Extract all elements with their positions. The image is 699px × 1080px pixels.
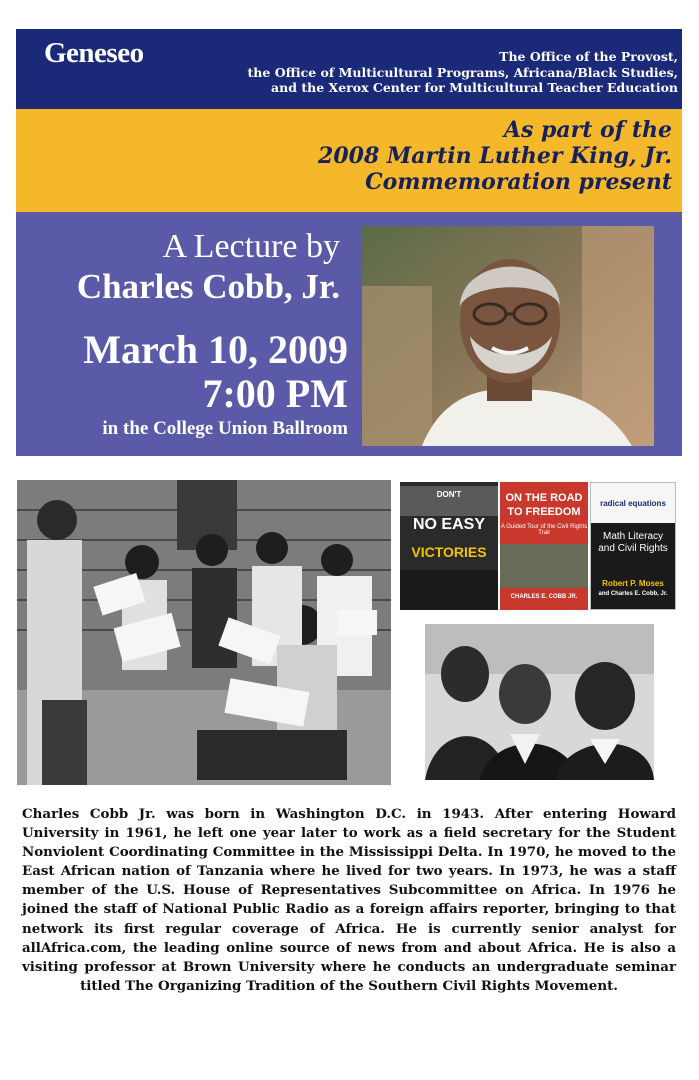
portrait-image	[362, 226, 654, 446]
students-reading-photo	[17, 480, 391, 785]
event-date: March 10, 2009	[83, 327, 348, 372]
book-subtitle: A Guided Tour of the Civil Rights Trail	[500, 524, 588, 536]
sponsor-list	[158, 49, 678, 96]
event-time: 7:00 PM	[202, 371, 348, 416]
book-cover-radical-equations	[590, 482, 676, 610]
book-title-bottom: VICTORIES	[411, 544, 487, 560]
event-venue: in the College Union Ballroom	[102, 418, 348, 439]
sponsor-line: The Office of the Provost,	[499, 49, 678, 64]
speaker-portrait	[362, 226, 654, 446]
three-men-photo	[425, 624, 654, 780]
commemoration-line: As part of the	[503, 117, 672, 143]
commemoration-band	[16, 109, 682, 212]
event-band	[16, 212, 682, 456]
speaker-biography: Charles Cobb Jr. was born in Washington D.C. in 1943. After entering Howard University in 1961, he left one year later to work as a field secretary for the Student Nonviolent Coordinating Committee in the Mississippi Delta. In 1970, he moved to the East African nation of Tanzania where he lived for two years. In 1973, he was a staff member of the U.S. House of Representatives Subcommittee on Africa. In 1976 he joined the staff of National Public Radio as a foreign affairs reporter, bringing to that network its first regular coverage of Africa. He is currently senior analyst for allAfrica.com, the leading online source of news from and about Africa. He is also a visiting professor at Brown University where he conducts an undergraduate seminar titled The Organizing Tradition of the Southern Civil Rights Movement.	[22, 806, 676, 994]
book-title-top: ON THE ROAD	[505, 492, 583, 504]
book-cover-on-the-road-to-freedom	[500, 482, 588, 610]
sponsor-line: the Office of Multicultural Programs, Africana/Black Studies,	[247, 64, 678, 80]
book-title-mid: Math Literacy and Civil Rights	[598, 531, 668, 554]
book-title-mid: TO FREEDOM	[507, 506, 581, 518]
students-reading-image	[17, 480, 391, 785]
commemoration-line: Commemoration present	[365, 169, 672, 195]
three-men-image	[425, 624, 654, 780]
book-title-top: DON'T	[436, 490, 462, 499]
book-author-1: Robert P. Moses	[602, 579, 664, 588]
book-cover-no-easy-victories	[400, 482, 498, 610]
speaker-name: Charles Cobb, Jr.	[76, 267, 340, 306]
book-title-top: radical equations	[600, 499, 666, 508]
book-author: CHARLES E. COBB JR.	[510, 594, 578, 600]
header-band	[16, 29, 682, 109]
lecture-by-label: A Lecture by	[162, 228, 340, 265]
commemoration-line: 2008 Martin Luther King, Jr.	[318, 143, 672, 169]
book-author-2: and Charles E. Cobb, Jr.	[598, 591, 668, 597]
book-title-mid: NO EASY	[412, 516, 485, 533]
sponsor-line: and the Xerox Center for Multicultural Teacher Education	[271, 80, 678, 95]
commemoration-text	[72, 117, 672, 195]
geneseo-logo: Geneseo	[44, 37, 144, 69]
